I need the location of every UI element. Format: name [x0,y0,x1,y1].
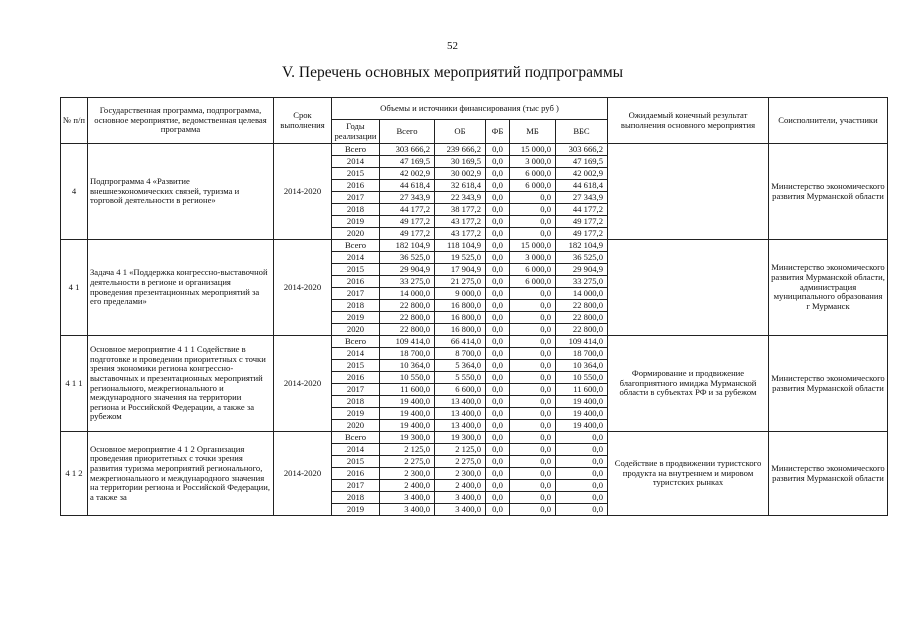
vbs-cell: 19 400,0 [556,408,608,420]
vbs-cell: 0,0 [556,444,608,456]
mb-cell: 0,0 [510,420,556,432]
vbs-cell: 0,0 [556,480,608,492]
year-cell: 2019 [332,504,380,516]
fb-cell: 0,0 [486,492,510,504]
vbs-cell: 44 618,4 [556,180,608,192]
fb-cell: 0,0 [486,276,510,288]
table-row [61,432,888,444]
vbs-cell: 19 400,0 [556,420,608,432]
header-term: Срок выполнения [274,98,332,144]
section-executors: Министерство экономического развития Мурманской области [769,336,888,432]
section-name: Подпрограмма 4 «Развитие внешнеэкономических связей, туризма и торговой деятельности в регионе» [88,144,274,240]
ob-cell: 19 525,0 [435,252,486,264]
year-cell: 2015 [332,456,380,468]
ob-cell: 16 800,0 [435,312,486,324]
vbs-cell: 109 414,0 [556,336,608,348]
mb-cell: 6 000,0 [510,276,556,288]
total-cell: 14 000,0 [380,288,435,300]
total-cell: 18 700,0 [380,348,435,360]
vbs-cell: 27 343,9 [556,192,608,204]
header-years: Годы реализации [332,120,380,144]
total-cell: 10 550,0 [380,372,435,384]
ob-cell: 13 400,0 [435,408,486,420]
fb-cell: 0,0 [486,360,510,372]
header-num: № п/п [61,98,88,144]
mb-cell: 0,0 [510,336,556,348]
mb-cell: 0,0 [510,216,556,228]
section-term: 2014-2020 [274,240,332,336]
year-cell: 2016 [332,180,380,192]
fb-cell: 0,0 [486,312,510,324]
mb-cell: 0,0 [510,384,556,396]
year-cell: Всего [332,336,380,348]
header-mb: МБ [510,120,556,144]
ob-cell: 13 400,0 [435,396,486,408]
fb-cell: 0,0 [486,504,510,516]
mb-cell: 0,0 [510,408,556,420]
year-cell: 2018 [332,492,380,504]
vbs-cell: 18 700,0 [556,348,608,360]
year-cell: Всего [332,144,380,156]
header-result: Ожидаемый конечный результат выполнения основного мероприятия [608,98,769,144]
section-name: Основное мероприятие 4 1 2 Организация проведения приоритетных с точки зрения развития туризма мероприятий регионального, межрегионального и международного значения на территории региона и Российской Федерации, а также за [88,432,274,516]
section-number: 4 1 [61,240,88,336]
ob-cell: 118 104,9 [435,240,486,252]
page-number: 52 [447,40,458,52]
mb-cell: 3 000,0 [510,156,556,168]
total-cell: 27 343,9 [380,192,435,204]
fb-cell: 0,0 [486,264,510,276]
vbs-cell: 182 104,9 [556,240,608,252]
mb-cell: 15 000,0 [510,144,556,156]
mb-cell: 0,0 [510,396,556,408]
total-cell: 29 904,9 [380,264,435,276]
table-row [61,336,888,348]
vbs-cell: 29 904,9 [556,264,608,276]
ob-cell: 30 169,5 [435,156,486,168]
vbs-cell: 42 002,9 [556,168,608,180]
mb-cell: 0,0 [510,348,556,360]
mb-cell: 0,0 [510,456,556,468]
section-name: Задача 4 1 «Поддержка конгрессно-выставочной деятельности в регионе и организация проведения презентационных мероприятий за его пределами» [88,240,274,336]
mb-cell: 0,0 [510,192,556,204]
total-cell: 19 400,0 [380,408,435,420]
vbs-cell: 303 666,2 [556,144,608,156]
fb-cell: 0,0 [486,384,510,396]
mb-cell: 0,0 [510,504,556,516]
vbs-cell: 0,0 [556,456,608,468]
section-executors: Министерство экономического развития Мурманской области [769,432,888,516]
header-row-1 [61,98,888,120]
total-cell: 3 400,0 [380,492,435,504]
vbs-cell: 0,0 [556,504,608,516]
vbs-cell: 22 800,0 [556,300,608,312]
mb-cell: 0,0 [510,444,556,456]
year-cell: 2014 [332,252,380,264]
total-cell: 19 400,0 [380,396,435,408]
section-term: 2014-2020 [274,336,332,432]
year-cell: 2015 [332,360,380,372]
section-number: 4 1 2 [61,432,88,516]
ob-cell: 22 343,9 [435,192,486,204]
section-result [608,144,769,240]
vbs-cell: 33 275,0 [556,276,608,288]
total-cell: 10 364,0 [380,360,435,372]
fb-cell: 0,0 [486,168,510,180]
vbs-cell: 49 177,2 [556,228,608,240]
ob-cell: 2 400,0 [435,480,486,492]
page-title: V. Перечень основных мероприятий подпрограммы [281,64,624,81]
total-cell: 3 400,0 [380,504,435,516]
fb-cell: 0,0 [486,324,510,336]
mb-cell: 0,0 [510,468,556,480]
fb-cell: 0,0 [486,300,510,312]
fb-cell: 0,0 [486,396,510,408]
total-cell: 36 525,0 [380,252,435,264]
section-number: 4 [61,144,88,240]
ob-cell: 17 904,9 [435,264,486,276]
fb-cell: 0,0 [486,444,510,456]
total-cell: 49 177,2 [380,228,435,240]
vbs-cell: 44 177,2 [556,204,608,216]
vbs-cell: 19 400,0 [556,396,608,408]
fb-cell: 0,0 [486,456,510,468]
mb-cell: 0,0 [510,492,556,504]
fb-cell: 0,0 [486,468,510,480]
fb-cell: 0,0 [486,252,510,264]
year-cell: 2016 [332,276,380,288]
header-ob: ОБ [435,120,486,144]
activities-table [60,97,888,516]
mb-cell: 0,0 [510,480,556,492]
year-cell: 2019 [332,408,380,420]
section-result: Содействие в продвижении туристского продукта на внутреннем и мировом туристских рынках [608,432,769,516]
vbs-cell: 36 525,0 [556,252,608,264]
vbs-cell: 22 800,0 [556,312,608,324]
section-term: 2014-2020 [274,432,332,516]
fb-cell: 0,0 [486,348,510,360]
year-cell: 2018 [332,300,380,312]
section-executors: Министерство экономического развития Мурманской области, администрация муниципального образования г Мурманск [769,240,888,336]
year-cell: 2015 [332,264,380,276]
ob-cell: 2 300,0 [435,468,486,480]
total-cell: 2 400,0 [380,480,435,492]
fb-cell: 0,0 [486,240,510,252]
mb-cell: 0,0 [510,324,556,336]
year-cell: 2020 [332,324,380,336]
section-result [608,240,769,336]
total-cell: 2 300,0 [380,468,435,480]
total-cell: 2 125,0 [380,444,435,456]
mb-cell: 6 000,0 [510,180,556,192]
ob-cell: 30 002,9 [435,168,486,180]
ob-cell: 2 125,0 [435,444,486,456]
fb-cell: 0,0 [486,420,510,432]
ob-cell: 19 300,0 [435,432,486,444]
fb-cell: 0,0 [486,204,510,216]
vbs-cell: 22 800,0 [556,324,608,336]
vbs-cell: 11 600,0 [556,384,608,396]
fb-cell: 0,0 [486,144,510,156]
vbs-cell: 47 169,5 [556,156,608,168]
total-cell: 44 618,4 [380,180,435,192]
year-cell: 2019 [332,312,380,324]
mb-cell: 0,0 [510,300,556,312]
year-cell: 2017 [332,288,380,300]
total-cell: 44 177,2 [380,204,435,216]
section-term: 2014-2020 [274,144,332,240]
year-cell: 2014 [332,348,380,360]
year-cell: 2017 [332,384,380,396]
mb-cell: 0,0 [510,288,556,300]
total-cell: 49 177,2 [380,216,435,228]
ob-cell: 16 800,0 [435,324,486,336]
fb-cell: 0,0 [486,480,510,492]
ob-cell: 8 700,0 [435,348,486,360]
mb-cell: 0,0 [510,228,556,240]
ob-cell: 9 000,0 [435,288,486,300]
section-number: 4 1 1 [61,336,88,432]
ob-cell: 66 414,0 [435,336,486,348]
header-fb: ФБ [486,120,510,144]
total-cell: 303 666,2 [380,144,435,156]
mb-cell: 15 000,0 [510,240,556,252]
total-cell: 19 300,0 [380,432,435,444]
year-cell: 2016 [332,372,380,384]
ob-cell: 32 618,4 [435,180,486,192]
year-cell: 2017 [332,480,380,492]
fb-cell: 0,0 [486,432,510,444]
vbs-cell: 0,0 [556,468,608,480]
fb-cell: 0,0 [486,216,510,228]
fb-cell: 0,0 [486,228,510,240]
year-cell: 2016 [332,468,380,480]
fb-cell: 0,0 [486,288,510,300]
fb-cell: 0,0 [486,156,510,168]
ob-cell: 6 600,0 [435,384,486,396]
year-cell: Всего [332,240,380,252]
total-cell: 19 400,0 [380,420,435,432]
total-cell: 182 104,9 [380,240,435,252]
mb-cell: 0,0 [510,432,556,444]
ob-cell: 38 177,2 [435,204,486,216]
total-cell: 22 800,0 [380,300,435,312]
ob-cell: 5 364,0 [435,360,486,372]
section-executors: Министерство экономического развития Мурманской области [769,144,888,240]
ob-cell: 21 275,0 [435,276,486,288]
fb-cell: 0,0 [486,336,510,348]
year-cell: 2015 [332,168,380,180]
year-cell: 2018 [332,396,380,408]
year-cell: Всего [332,432,380,444]
mb-cell: 0,0 [510,204,556,216]
ob-cell: 3 400,0 [435,492,486,504]
total-cell: 22 800,0 [380,324,435,336]
ob-cell: 16 800,0 [435,300,486,312]
table-row [61,240,888,252]
year-cell: 2019 [332,216,380,228]
total-cell: 2 275,0 [380,456,435,468]
year-cell: 2020 [332,420,380,432]
header-executors: Соисполнители, участники [769,98,888,144]
mb-cell: 0,0 [510,372,556,384]
vbs-cell: 0,0 [556,492,608,504]
year-cell: 2020 [332,228,380,240]
ob-cell: 43 177,2 [435,216,486,228]
header-vbs: ВБС [556,120,608,144]
vbs-cell: 49 177,2 [556,216,608,228]
total-cell: 11 600,0 [380,384,435,396]
mb-cell: 6 000,0 [510,264,556,276]
mb-cell: 0,0 [510,312,556,324]
mb-cell: 6 000,0 [510,168,556,180]
vbs-cell: 10 364,0 [556,360,608,372]
total-cell: 42 002,9 [380,168,435,180]
year-cell: 2017 [332,192,380,204]
ob-cell: 43 177,2 [435,228,486,240]
header-program: Государственная программа, подпрограмма, основное мероприятие, ведомственная целевая программа [88,98,274,144]
vbs-cell: 10 550,0 [556,372,608,384]
total-cell: 22 800,0 [380,312,435,324]
ob-cell: 5 550,0 [435,372,486,384]
mb-cell: 0,0 [510,360,556,372]
year-cell: 2014 [332,444,380,456]
ob-cell: 3 400,0 [435,504,486,516]
mb-cell: 3 000,0 [510,252,556,264]
vbs-cell: 0,0 [556,432,608,444]
year-cell: 2018 [332,204,380,216]
section-name: Основное мероприятие 4 1 1 Содействие в подготовке и проведении приоритетных с точки зрения экономики региона конгрессно-выставочных и презентационных мероприятий регионального, межрегионального и международного значения на территории региона и Российской Федерации, а также за рубежом [88,336,274,432]
fb-cell: 0,0 [486,192,510,204]
ob-cell: 2 275,0 [435,456,486,468]
header-financing: Объемы и источники финансирования (тыс руб ) [332,98,608,120]
section-result: Формирование и продвижение благоприятного имиджа Мурманской области в субъектах РФ и за рубежом [608,336,769,432]
fb-cell: 0,0 [486,180,510,192]
ob-cell: 13 400,0 [435,420,486,432]
table-row [61,144,888,156]
header-total: Всего [380,120,435,144]
fb-cell: 0,0 [486,372,510,384]
total-cell: 109 414,0 [380,336,435,348]
ob-cell: 239 666,2 [435,144,486,156]
total-cell: 47 169,5 [380,156,435,168]
total-cell: 33 275,0 [380,276,435,288]
fb-cell: 0,0 [486,408,510,420]
year-cell: 2014 [332,156,380,168]
vbs-cell: 14 000,0 [556,288,608,300]
